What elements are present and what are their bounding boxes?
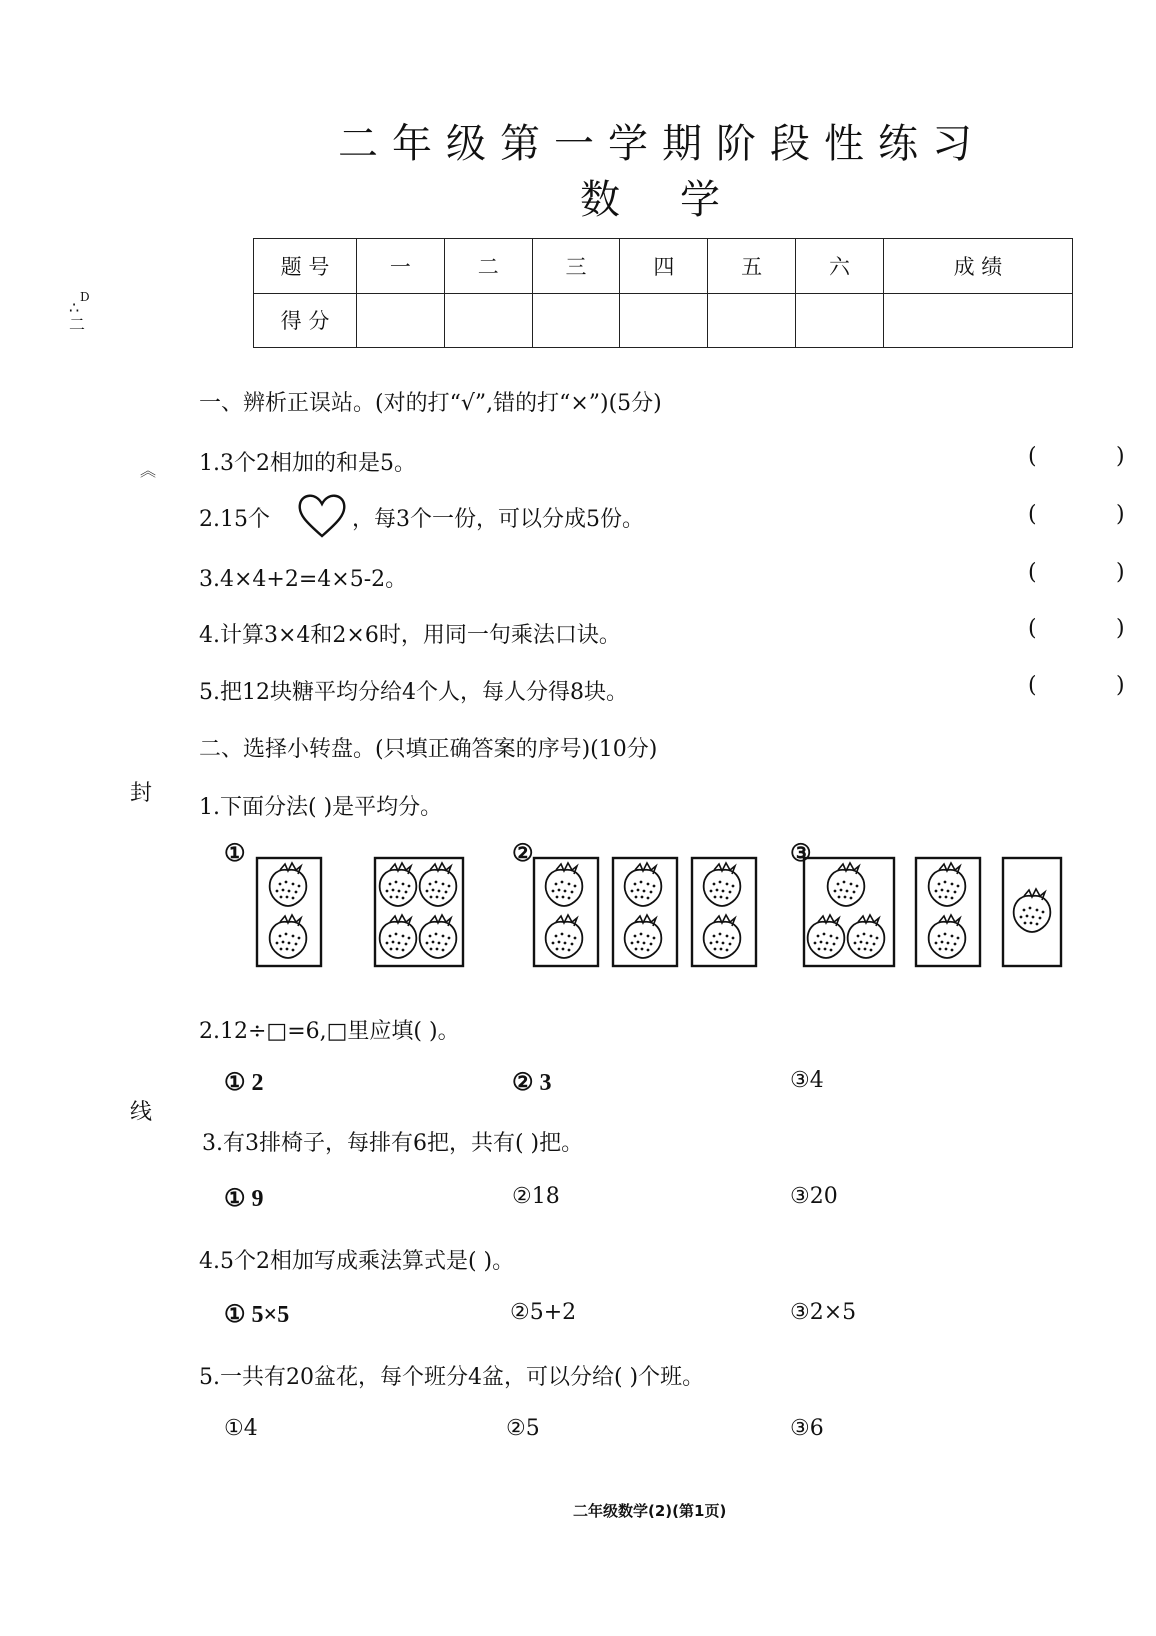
option-label: ① xyxy=(224,838,246,867)
strawberry-icon xyxy=(848,915,885,958)
option-q3-a[interactable]: ① 9 xyxy=(224,1186,264,1212)
score-cell[interactable] xyxy=(620,293,708,348)
strawberry-icon xyxy=(546,915,583,958)
margin-mark: D xyxy=(80,290,90,304)
answer-blank-4[interactable] xyxy=(1042,612,1112,644)
strawberry-icon xyxy=(270,863,307,906)
margin-mark: 二 xyxy=(69,315,86,334)
score-table-score-row xyxy=(254,293,1073,348)
strawberry-icon xyxy=(704,915,741,958)
option-q4-c[interactable]: ③2×5 xyxy=(790,1300,857,1325)
option-q5-b[interactable]: ②5 xyxy=(506,1416,540,1441)
option-q2-b[interactable]: ② 3 xyxy=(512,1070,552,1096)
strawberry-icon xyxy=(420,915,457,958)
strawberry-icon xyxy=(704,863,741,906)
answer-paren-close: ) xyxy=(1116,560,1125,585)
strawberry-division-figure xyxy=(220,840,1120,990)
answer-blank-2[interactable] xyxy=(1042,498,1112,530)
score-header-cell: 四 xyxy=(620,239,708,294)
answer-paren-close: ) xyxy=(1116,673,1125,698)
option-label: ③ xyxy=(790,838,812,867)
strawberry-icon xyxy=(828,863,865,906)
answer-blank-3[interactable] xyxy=(1042,556,1112,588)
score-header-cell: 二 xyxy=(444,239,532,294)
section1-question-5: 5.把12块糖平均分给4个人，每人分得8块。 xyxy=(199,680,628,705)
strawberry-icon xyxy=(808,915,845,958)
section2-question-4: 4.5个2相加写成乘法算式是( )。 xyxy=(199,1249,515,1274)
score-table xyxy=(253,238,1073,348)
answer-paren-close: ) xyxy=(1116,444,1125,469)
strawberry-icon xyxy=(929,915,966,958)
score-header-cell: 成 绩 xyxy=(883,239,1072,294)
strawberry-icon xyxy=(625,915,662,958)
margin-mark: ∴ xyxy=(69,298,80,317)
section2-heading: 二、选择小转盘。(只填正确答案的序号)(10分) xyxy=(199,737,658,762)
option-q5-c[interactable]: ③6 xyxy=(790,1416,824,1441)
score-cell[interactable] xyxy=(444,293,532,348)
section1-question-1: 1.3个2相加的和是5。 xyxy=(199,451,416,476)
page-title: 二年级第一学期阶段性练习 xyxy=(338,121,986,167)
strawberry-icon xyxy=(380,915,417,958)
section2-question-5: 5.一共有20盆花，每个班分4盆，可以分给( )个班。 xyxy=(199,1365,705,1390)
answer-paren-close: ) xyxy=(1116,616,1125,641)
section1-heading: 一、辨析正误站。(对的打“√”,错的打“×”)(5分) xyxy=(199,391,662,416)
answer-paren-open: ( xyxy=(1028,560,1037,585)
score-cell[interactable] xyxy=(357,293,445,348)
margin-line-char: 线 xyxy=(130,1100,153,1125)
section2-question-1: 1.下面分法( )是平均分。 xyxy=(199,795,443,820)
option-q2-a[interactable]: ① 2 xyxy=(224,1070,264,1096)
score-cell[interactable] xyxy=(796,293,884,348)
margin-mark: ︽ xyxy=(140,461,157,480)
score-cell[interactable] xyxy=(708,293,796,348)
strawberry-icon xyxy=(270,915,307,958)
strawberry-icon xyxy=(546,863,583,906)
option-q2-c[interactable]: ③4 xyxy=(790,1068,824,1093)
answer-blank-5[interactable] xyxy=(1042,669,1112,701)
section1-question-3: 3.4×4+2=4×5-2。 xyxy=(199,567,408,592)
score-header-cell: 题 号 xyxy=(254,239,357,294)
section1-question-2-suffix: ，每3个一份，可以分成5份。 xyxy=(352,507,644,532)
option-q3-b[interactable]: ②18 xyxy=(512,1184,560,1209)
option-q3-c[interactable]: ③20 xyxy=(790,1184,838,1209)
option-q5-a[interactable]: ①4 xyxy=(224,1416,258,1441)
page-footer: 二年级数学(2)(第1页) xyxy=(573,1502,727,1520)
answer-paren-open: ( xyxy=(1028,502,1037,527)
score-header-cell: 六 xyxy=(796,239,884,294)
option-label: ② xyxy=(512,838,534,867)
answer-paren-open: ( xyxy=(1028,673,1037,698)
score-cell[interactable] xyxy=(883,293,1072,348)
section1-question-4: 4.计算3×4和2×6时，用同一句乘法口诀。 xyxy=(199,623,621,648)
strawberry-icon xyxy=(420,863,457,906)
score-cell[interactable] xyxy=(532,293,620,348)
score-table-header-row xyxy=(254,239,1073,294)
page-subtitle: 数学 xyxy=(580,177,780,223)
score-header-cell: 一 xyxy=(357,239,445,294)
answer-paren-open: ( xyxy=(1028,444,1037,469)
strawberry-icon xyxy=(625,863,662,906)
heart-icon xyxy=(296,492,348,540)
score-header-cell: 五 xyxy=(708,239,796,294)
margin-seal-char: 封 xyxy=(130,781,153,806)
score-row-label: 得 分 xyxy=(254,293,357,348)
section1-question-2-prefix: 2.15个 xyxy=(199,507,270,532)
section2-question-3: 3.有3排椅子，每排有6把，共有( )把。 xyxy=(202,1131,584,1156)
option-q4-b[interactable]: ②5+2 xyxy=(510,1300,577,1325)
answer-paren-close: ) xyxy=(1116,502,1125,527)
score-header-cell: 三 xyxy=(532,239,620,294)
strawberry-icon xyxy=(1014,889,1051,932)
section2-question-2: 2.12÷□=6,□里应填( )。 xyxy=(199,1019,460,1044)
answer-paren-open: ( xyxy=(1028,616,1037,641)
answer-blank-1[interactable] xyxy=(1042,440,1112,472)
strawberry-icon xyxy=(380,863,417,906)
strawberry-icon xyxy=(929,863,966,906)
option-q4-a[interactable]: ① 5×5 xyxy=(224,1302,290,1328)
